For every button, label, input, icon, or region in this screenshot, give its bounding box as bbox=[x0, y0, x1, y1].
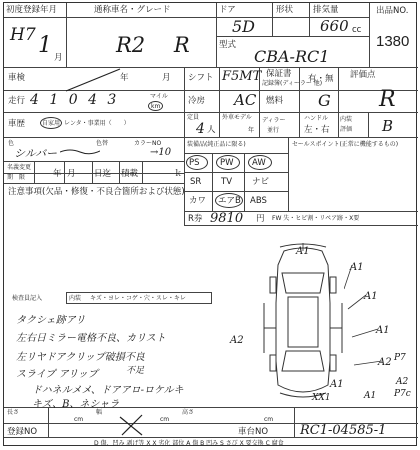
fw-row: FW 失・ヒビ割・リペア跡・X要 bbox=[272, 215, 360, 222]
rule bbox=[338, 67, 339, 137]
chassis-value: RC1-04585-1 bbox=[300, 423, 387, 438]
equip-aw: AW bbox=[252, 158, 266, 168]
equip-airbag: エアB bbox=[218, 196, 241, 206]
rule bbox=[369, 3, 370, 67]
usage-private: 自家用 bbox=[42, 120, 61, 127]
door-label: ドア bbox=[219, 5, 236, 15]
rule bbox=[64, 161, 65, 183]
equip-tv: TV bbox=[221, 177, 233, 187]
rule bbox=[216, 3, 217, 67]
sales-point: セールスポイント(正常に機能するもの) bbox=[292, 141, 399, 148]
rule bbox=[184, 191, 288, 192]
rule bbox=[184, 172, 288, 173]
handle-label: ハンドル bbox=[304, 115, 329, 122]
interior-label: 内装 bbox=[340, 116, 353, 123]
parallel-label: 並行 bbox=[267, 127, 280, 134]
color-no-label: カラーNO bbox=[134, 140, 162, 147]
note-extra: 不足 bbox=[126, 366, 145, 376]
inspector-label: 検査員記入 bbox=[12, 295, 43, 302]
rule bbox=[368, 112, 369, 137]
mark-a2-right: A2 bbox=[378, 357, 392, 368]
color-change-label: 色替 bbox=[96, 140, 109, 147]
mileage-unit-mile: マイル bbox=[150, 93, 168, 100]
rule bbox=[142, 161, 143, 183]
mark-a1-right-1: A1 bbox=[364, 291, 378, 302]
width-label: 幅 bbox=[96, 409, 103, 416]
seats-label: 定員 bbox=[187, 114, 200, 121]
eval-value: R bbox=[379, 87, 396, 112]
mileage-unit-km: km bbox=[151, 103, 161, 110]
mark-a1-rear: A1 bbox=[330, 379, 344, 390]
seats-value: 4 bbox=[196, 121, 205, 137]
strike-mark bbox=[64, 65, 124, 93]
rule bbox=[4, 183, 184, 184]
terms-month: 月 bbox=[67, 169, 76, 179]
note-line-2: 左右日ミラー電格不良、カリスト bbox=[16, 333, 166, 344]
mark-a1-front: A1 bbox=[296, 246, 310, 257]
rule bbox=[4, 161, 184, 162]
rule bbox=[119, 161, 120, 183]
length-label: 長さ bbox=[7, 409, 20, 416]
equip-airbag-circle bbox=[215, 193, 243, 208]
terms-label: 名義変更 bbox=[7, 164, 32, 171]
shift-label: シフト bbox=[188, 73, 214, 83]
lot-label: 出品NO. bbox=[376, 6, 409, 16]
note-line-6: キズ、B、ネシャラ bbox=[32, 399, 120, 410]
mileage-value: 4 1 0 4 3 bbox=[30, 92, 120, 108]
equip-navi: ナビ bbox=[252, 177, 270, 187]
recycle-unit: 円 bbox=[256, 214, 265, 224]
load-unit: ｋ bbox=[174, 169, 183, 179]
first-reg-month-unit: 月 bbox=[54, 53, 63, 63]
ac-label: 冷房 bbox=[188, 96, 206, 106]
equip-pw-circle bbox=[216, 155, 240, 170]
height-label: 高さ bbox=[182, 409, 195, 416]
inspection-label: 車検 bbox=[8, 73, 26, 83]
mark-p7c: P7c bbox=[394, 389, 411, 399]
lot-number: 1380 bbox=[376, 33, 410, 50]
equip-title: 装備品(純正品に限る) bbox=[187, 141, 246, 148]
rule bbox=[66, 3, 67, 67]
model-year-label: 外車モデル bbox=[222, 114, 252, 121]
equip-pw: PW bbox=[220, 158, 234, 168]
shift-value: F5MT bbox=[222, 69, 262, 84]
auction-sheet bbox=[3, 2, 417, 446]
recycle-value: 9810 bbox=[210, 211, 244, 226]
rule bbox=[299, 67, 300, 137]
reg-no-label: 登録NO bbox=[7, 427, 38, 437]
mark-a2-rear: A2 bbox=[396, 377, 409, 387]
equip-grid bbox=[184, 153, 288, 211]
first-reg-month: 1 bbox=[38, 33, 52, 58]
eval-label: 評価点 bbox=[350, 70, 376, 80]
inner-label: 内装 bbox=[69, 295, 82, 302]
note-line-3: 左リヤドアクリップ破損不良 bbox=[16, 352, 145, 363]
color-value: シルバー bbox=[14, 147, 57, 160]
rule bbox=[294, 407, 295, 437]
equip-ps: PS bbox=[189, 158, 200, 168]
displacement-label: 排気量 bbox=[313, 5, 339, 15]
equip-leather: カワ bbox=[189, 196, 207, 206]
terms-year: 年 bbox=[53, 169, 62, 179]
history-label: 車歴 bbox=[8, 119, 26, 129]
recycle-label: R券 bbox=[188, 214, 203, 224]
legend-text: D 傷、凹み 剥げ等 X X 劣化 部位 A 傷 B 凹み S さび X 要交換 C 腐食 bbox=[94, 440, 284, 447]
color-label: 色 bbox=[8, 140, 15, 147]
mark-xx1: XX1 bbox=[312, 393, 331, 403]
interior-value: B bbox=[382, 117, 394, 135]
mark-p7: P7 bbox=[394, 353, 406, 363]
warranty-label: 保証書 bbox=[266, 69, 292, 79]
color-line bbox=[60, 146, 100, 156]
mark-a1-right-2: A1 bbox=[376, 325, 390, 336]
fuel-label: 燃料 bbox=[266, 96, 284, 106]
note-line-4: スライプ アリップ bbox=[16, 369, 98, 380]
mark-a1-rear-right: A1 bbox=[364, 391, 377, 401]
model-name-label: 通称車名・グレード bbox=[94, 5, 171, 15]
equip-abs: ABS bbox=[250, 196, 267, 206]
rule bbox=[4, 137, 418, 138]
color-no-value: →10 bbox=[150, 147, 172, 158]
load-label: 積載 bbox=[121, 169, 139, 179]
warranty-sub: 記録簿(ディーラー 他) bbox=[262, 80, 323, 87]
width-unit: cm bbox=[160, 416, 170, 423]
shape-label: 形状 bbox=[276, 5, 294, 15]
usage-rest: レンタ・事業用（ ） bbox=[64, 120, 130, 127]
rule bbox=[272, 3, 273, 36]
warranty-options: 有・無 bbox=[308, 74, 334, 84]
dealer-label: ディラー bbox=[262, 117, 286, 124]
rule bbox=[288, 137, 289, 211]
note-line-5: ドハネルメメ、ドアアロ-ロケルキ bbox=[32, 385, 184, 396]
rule bbox=[219, 67, 220, 137]
equip-sr: SR bbox=[190, 177, 202, 187]
displacement-unit: cc bbox=[352, 25, 362, 35]
rule bbox=[244, 153, 245, 211]
equip-ps-circle bbox=[186, 155, 208, 170]
rule bbox=[309, 3, 310, 36]
terms-label-2: 期 限 bbox=[7, 174, 26, 181]
mark-a1-front-right: A1 bbox=[350, 262, 364, 273]
mark-a2-left: A2 bbox=[230, 335, 244, 346]
handle-options: 左・右 bbox=[304, 125, 330, 135]
model-year-unit: 年 bbox=[248, 127, 255, 134]
first-reg-era: H7 bbox=[10, 25, 36, 45]
model-code-label: 型式 bbox=[219, 40, 237, 50]
first-reg-label: 初度登録年月 bbox=[6, 5, 58, 15]
rule bbox=[48, 407, 49, 437]
displacement-value: 660 bbox=[320, 17, 349, 35]
note-line-1: タクシェ跡アリ bbox=[16, 315, 86, 326]
length-unit: cm bbox=[74, 416, 84, 423]
rule bbox=[212, 153, 213, 211]
seats-unit: 人 bbox=[207, 125, 216, 135]
reg-cross bbox=[116, 413, 146, 437]
ac-value: AC bbox=[234, 91, 257, 109]
model-name-value: R2 R bbox=[116, 33, 190, 57]
door-value: 5D bbox=[232, 17, 256, 36]
rule bbox=[34, 161, 35, 183]
rule bbox=[4, 17, 369, 18]
notes-label: 注意事項(欠品・修復・不良合箇所および状態) bbox=[8, 187, 185, 197]
interior-eval-label: 評価 bbox=[340, 126, 353, 133]
inner-options: キズ・ヨレ・コゲ・穴・スレ・キレ bbox=[90, 295, 186, 302]
inspection-year: 年 bbox=[120, 73, 129, 83]
fuel-value: G bbox=[318, 91, 331, 110]
leader-lines bbox=[344, 265, 414, 395]
mileage-label: 走行 bbox=[8, 96, 26, 106]
terms-day: 日迄 bbox=[94, 169, 112, 179]
rule bbox=[216, 36, 369, 37]
height-unit: cm bbox=[264, 416, 274, 423]
rule bbox=[92, 161, 93, 183]
equip-aw-circle bbox=[248, 155, 272, 170]
model-code-value: CBA-RC1 bbox=[254, 47, 330, 66]
rule bbox=[4, 112, 418, 113]
inspection-month: 月 bbox=[162, 73, 171, 83]
chassis-label: 車台NO bbox=[238, 427, 269, 437]
